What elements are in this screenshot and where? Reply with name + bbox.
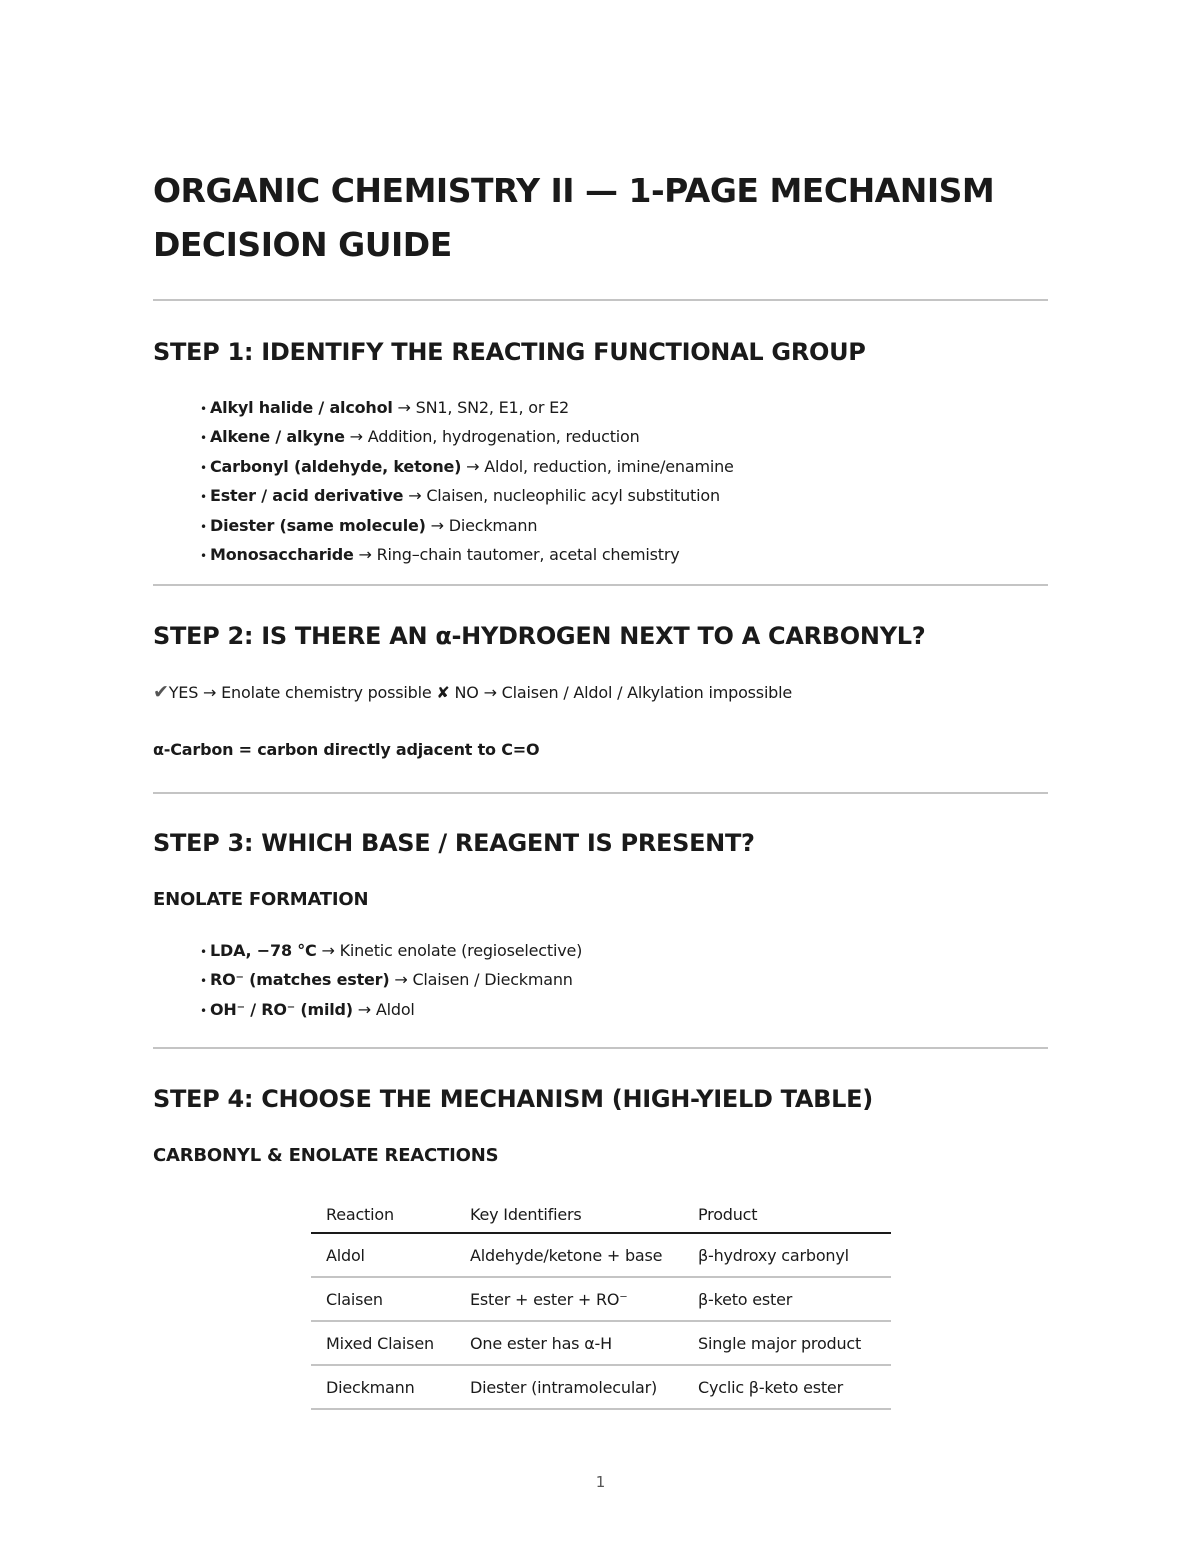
- table-cell: Dieckmann: [311, 1365, 455, 1409]
- list-item: • OH⁻ / RO⁻ (mild) → Aldol: [200, 999, 415, 1019]
- page-number: 1: [595, 1473, 606, 1491]
- step1-list: [200, 394, 734, 570]
- list-item: • LDA, −78 °C → Kinetic enolate (regioselective): [200, 941, 583, 960]
- table-cell: Cyclic β-keto ester: [683, 1365, 891, 1409]
- table-cell: Aldehyde/ketone + base: [455, 1233, 683, 1277]
- table-cell: β-keto ester: [683, 1277, 891, 1321]
- table-cell: One ester has α-H: [455, 1321, 683, 1365]
- list-item: • Alkyl halide / alcohol → SN1, SN2, E1, or E2: [200, 398, 570, 417]
- table-cell: Mixed Claisen: [311, 1321, 455, 1365]
- table-cell: Claisen: [311, 1277, 455, 1321]
- step2-heading: STEP 2: IS THERE AN α-HYDROGEN NEXT TO A CARBONYL?: [153, 622, 926, 650]
- list-item: • Alkene / alkyne → Addition, hydrogenation, reduction: [200, 427, 640, 447]
- table-row: [311, 1277, 891, 1321]
- table-cell: Single major product: [683, 1321, 891, 1365]
- divider: [153, 299, 1048, 301]
- table-cell: Aldol: [311, 1233, 455, 1277]
- alpha-hydrogen-answer: ✔YES → Enolate chemistry possible ✘ NO → Claisen / Aldol / Alkylation impossible: [153, 681, 793, 703]
- list-item: • Ester / acid derivative → Claisen, nucleophilic acyl substitution: [200, 486, 720, 506]
- table-cell: Ester + ester + RO⁻: [455, 1277, 683, 1321]
- column-header: Reaction: [311, 1197, 455, 1233]
- divider: [153, 792, 1048, 794]
- step3-subheading: ENOLATE FORMATION: [153, 889, 369, 910]
- divider: [153, 1047, 1048, 1049]
- page-title: ORGANIC CHEMISTRY II — 1-PAGE MECHANISM DECISION GUIDE: [153, 171, 995, 264]
- table-cell: β-hydroxy carbonyl: [683, 1233, 891, 1277]
- cross-icon: ✘: [436, 683, 450, 702]
- step1-heading: STEP 1: IDENTIFY THE REACTING FUNCTIONAL GROUP: [153, 338, 866, 366]
- table-row: [311, 1233, 891, 1277]
- step4-subheading: CARBONYL & ENOLATE REACTIONS: [153, 1145, 499, 1166]
- mechanism-table: [311, 1197, 891, 1410]
- step3-list: [200, 937, 582, 1025]
- step4-heading: STEP 4: CHOOSE THE MECHANISM (HIGH-YIELD TABLE): [153, 1085, 873, 1113]
- column-header: Product: [683, 1197, 891, 1233]
- table-row: [311, 1365, 891, 1409]
- list-item: • Diester (same molecule) → Dieckmann: [200, 515, 538, 535]
- step3-heading: STEP 3: WHICH BASE / REAGENT IS PRESENT?: [153, 829, 755, 857]
- list-item: • Monosaccharide → Ring–chain tautomer, acetal chemistry: [200, 545, 680, 565]
- list-item: • Carbonyl (aldehyde, ketone) → Aldol, reduction, imine/enamine: [200, 456, 734, 476]
- check-icon: ✔: [153, 681, 169, 703]
- column-header: Key Identifiers: [455, 1197, 683, 1233]
- list-item: • RO⁻ (matches ester) → Claisen / Dieckmann: [200, 970, 573, 990]
- table-cell: Diester (intramolecular): [455, 1365, 683, 1409]
- divider: [153, 584, 1048, 586]
- table-header-row: [311, 1197, 891, 1233]
- alpha-carbon-note: α-Carbon = carbon directly adjacent to C=O: [153, 740, 540, 759]
- table-row: [311, 1321, 891, 1365]
